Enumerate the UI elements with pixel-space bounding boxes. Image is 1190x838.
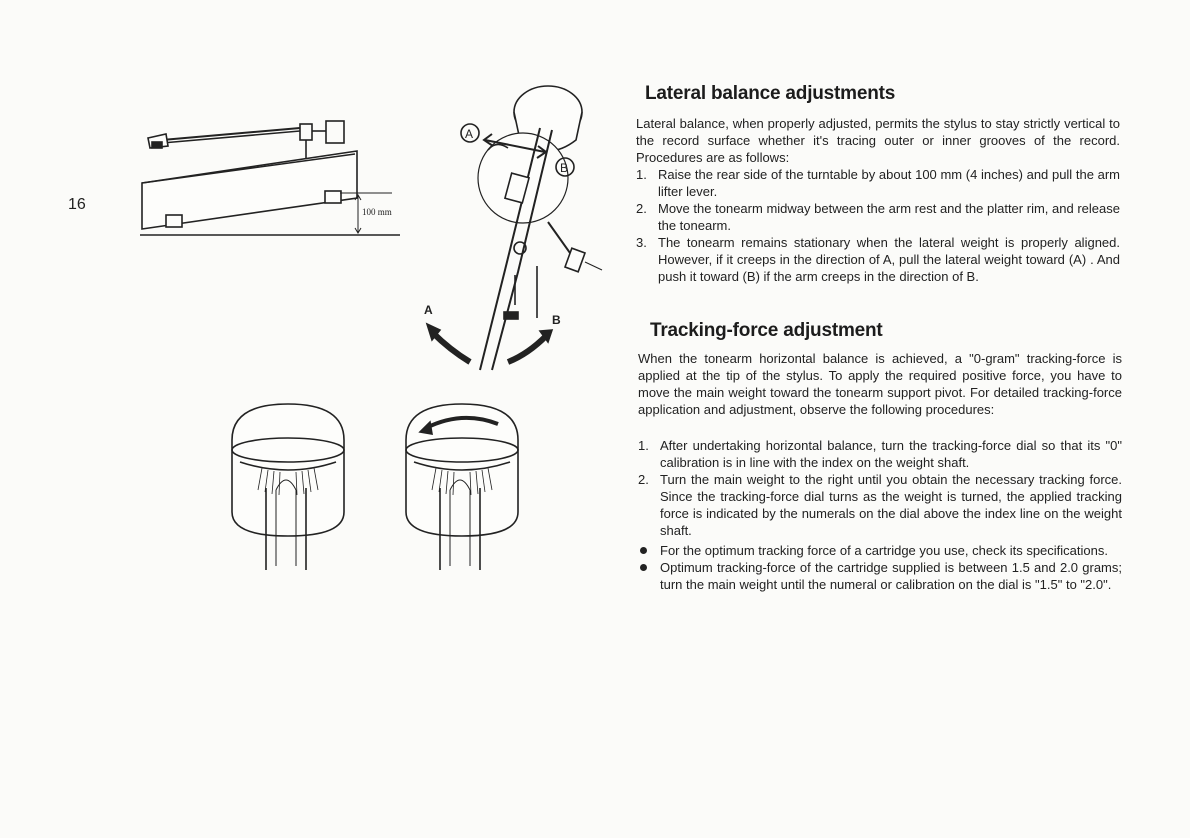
swing-b-label: B — [552, 313, 561, 327]
lateral-step-2: 2. Move the tonearm midway between the arm rest and the platter rim, and release the tonearm. — [636, 201, 1120, 233]
tracking-step-2: 2. Turn the main weight to the right until you obtain the necessary tracking force. Since the tracking-force dial turns as the weight is turned, the applied tracking force is indicated by the numerals on the dial above the index line on the weight shaft. — [638, 472, 1122, 538]
lateral-steps — [636, 166, 1120, 285]
symbol-a: A — [1073, 252, 1082, 267]
bullet-icon — [640, 564, 647, 571]
symbol-b: B — [746, 269, 756, 284]
tracking-notes — [638, 542, 1122, 593]
turntable-side-diagram — [140, 121, 400, 235]
circle-a-label: A — [465, 127, 474, 141]
page-number: 16 — [68, 196, 86, 213]
lateral-step-3: 3. The tonearm remains stationary when the lateral weight is properly aligned. However, if it creeps in the direction of A, pull the lateral weight toward (A) . And push it toward (B) if the arm creeps in the direction of B. — [636, 235, 1120, 284]
lateral-intro: Lateral balance, when properly adjusted, permits the stylus to stay strictly vertical to the record surface whether it's tracing outer or inner grooves of the record. Procedures are as follows: — [636, 116, 1120, 165]
weight-dial-turned — [406, 404, 518, 570]
tracking-heading: Tracking-force adjustment — [650, 320, 883, 341]
tracking-steps — [638, 437, 1122, 539]
tonearm-lateral-diagram — [427, 86, 602, 370]
illustrations — [0, 0, 636, 600]
height-label: 100 mm — [362, 207, 392, 217]
bullet-icon — [640, 547, 647, 554]
lateral-step-1: 1. Raise the rear side of the turntable by about 100 mm (4 inches) and pull the arm lifter lever. — [636, 167, 1120, 199]
note-item: Optimum tracking-force of the cartridge supplied is between 1.5 and 2.0 grams; turn the main weight until the numeral or calibration on the dial is "1.5" to "2.0". — [638, 559, 1122, 593]
tracking-step-1: 1. After undertaking horizontal balance, turn the tracking-force dial so that its "0" calibration is in line with the index on the weight shaft. — [638, 438, 1122, 470]
lateral-heading: Lateral balance adjustments — [645, 83, 896, 104]
tracking-intro: When the tonearm horizontal balance is achieved, a "0-gram" tracking-force is applied at the tip of the stylus. To apply the required positive force, you have to move the main weight toward the tonearm support pivot. For detailed tracking-force application and adjustment, observe the following procedures: — [638, 351, 1122, 417]
note-item: For the optimum tracking force of a cartridge you use, check its specifications. — [638, 542, 1122, 559]
swing-a-label: A — [424, 303, 433, 317]
weight-dial-zero — [232, 404, 344, 570]
circle-b-label: B — [560, 161, 569, 175]
